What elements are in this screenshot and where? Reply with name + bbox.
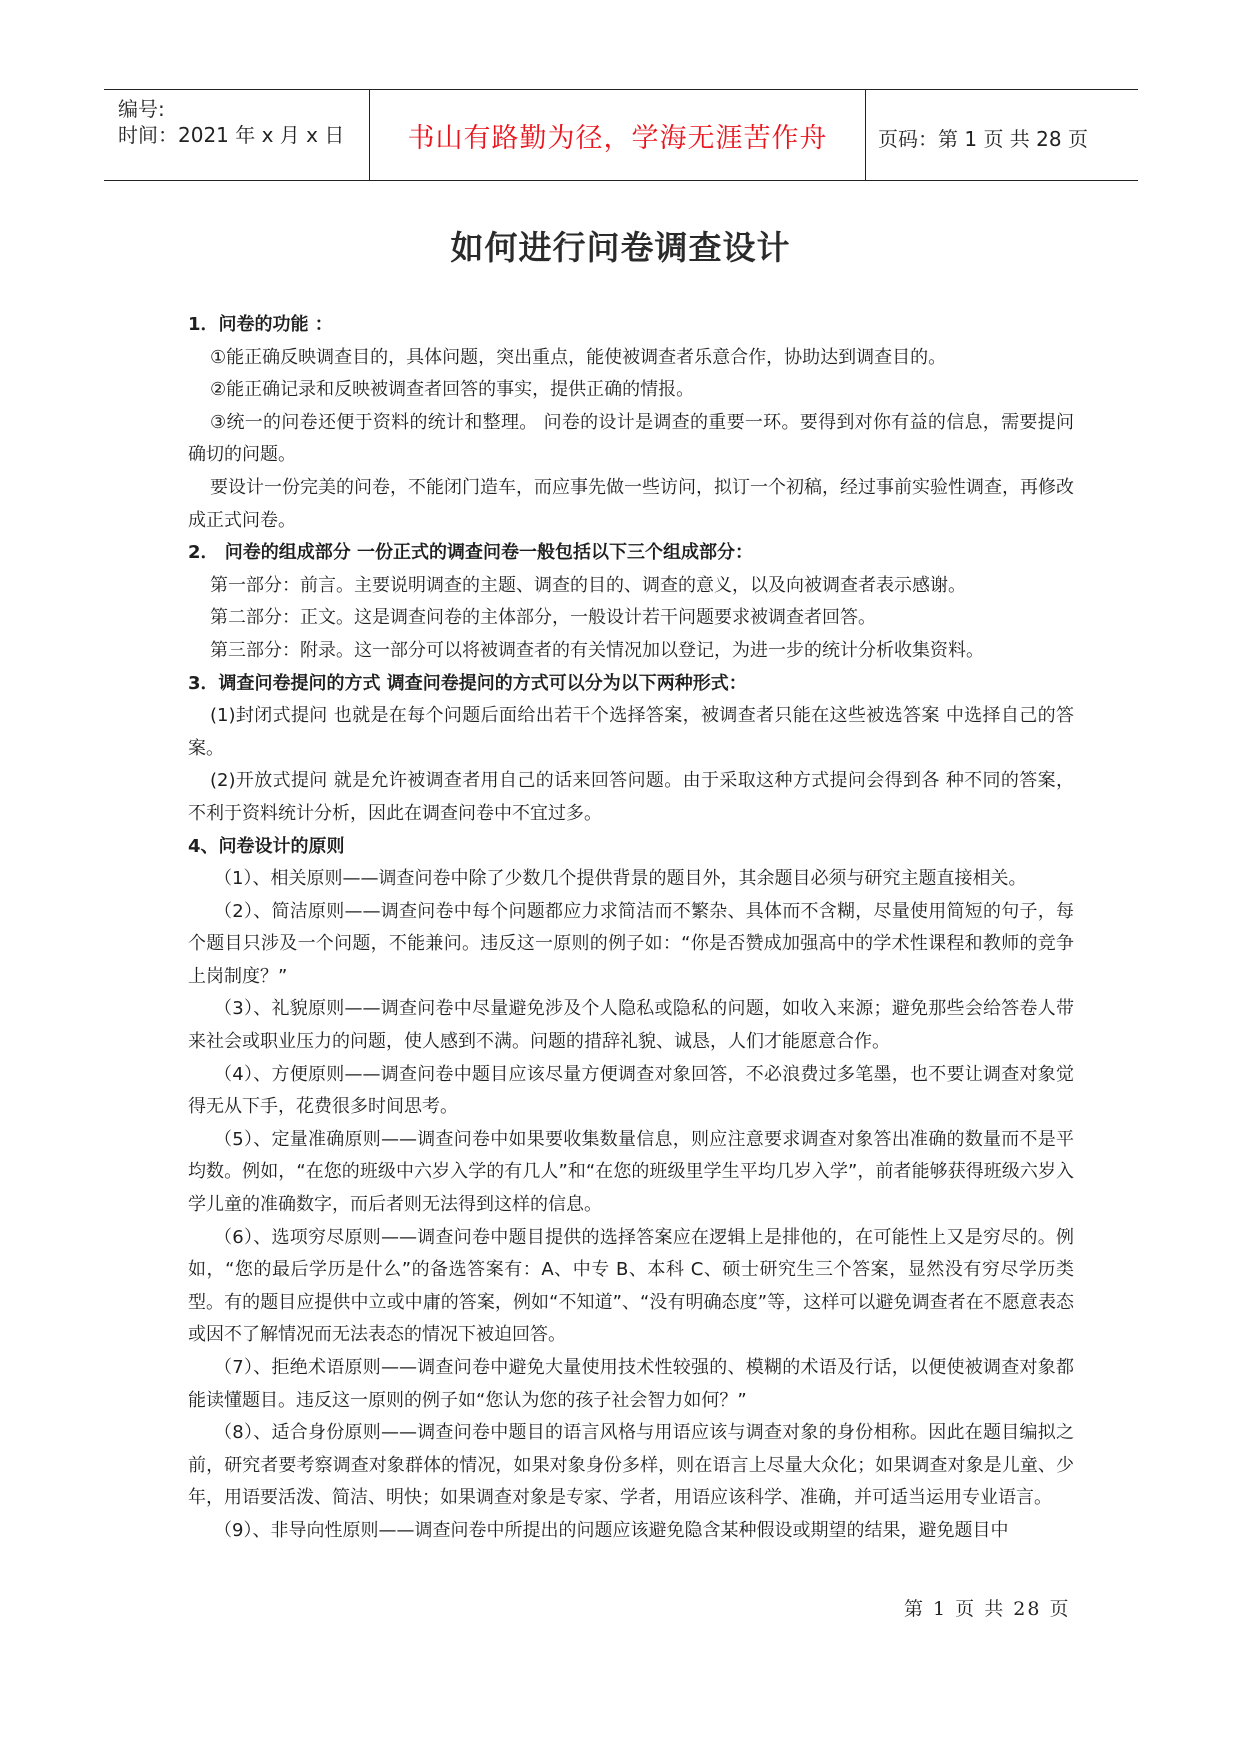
body-paragraph: （6）、选项穷尽原则——调查问卷中题目提供的选择答案应在逻辑上是排他的，在可能性上又是穷尽的。例如，“您的最后学历是什么”的备选答案有：A、中专 B、本科 C、硕士研究生三个答案，显然没有穷尽学历类型。有的题目应提供中立或中庸的答案，例如“不知道”、“没有明确态度”等，这样可以避免调查者在不愿意表态或因不了解情况而无法表态的情况下被迫回答。 (188, 1226, 1074, 1346)
body-paragraph: （1）、相关原则——调查问卷中除了少数几个提供背景的题目外，其余题目必须与研究主题直接相关。 (214, 868, 1027, 890)
body-paragraph: 第一部分：前言。主要说明调查的主题、调查的目的、调查的意义，以及向被调查者表示感谢。 (210, 574, 966, 596)
body-paragraph: 第二部分：正文。这是调查问卷的主体部分，一般设计若干问题要求被调查者回答。 (210, 607, 876, 629)
section-heading: 1．问卷的功能 ： (188, 314, 333, 335)
body-paragraph: （9）、非导向性原则——调查问卷中所提出的问题应该避免隐含某种假设或期望的结果，避免题目中 (214, 1519, 1009, 1541)
section-heading: 2． 问卷的组成部分 一份正式的调查问卷一般包括以下三个组成部分： (188, 542, 754, 564)
document-body (188, 309, 1074, 1548)
body-paragraph: （8）、适合身份原则——调查问卷中题目的语言风格与用语应该与调查对象的身份相称。因此在题目编拟之前，研究者要考察调查对象群体的情况，如果对象身份多样，则在语言上尽量大众化；如果调查对象是儿童、少年，用语要活泼、简洁、明快；如果调查对象是专家、学者，用语应该科学、准确，并可适当运用专业语言。 (188, 1422, 1074, 1509)
body-paragraph: (1)封闭式提问 也就是在每个问题后面给出若干个选择答案，被调查者只能在这些被选答案 中选择自己的答案。 (188, 705, 1074, 759)
body-paragraph: 第三部分：附录。这一部分可以将被调查者的有关情况加以登记，为进一步的统计分析收集资料。 (210, 639, 984, 661)
page-code: 页码：第 1 页 共 28 页 (878, 127, 1088, 151)
body-paragraph: （4）、方便原则——调查问卷中题目应该尽量方便调查对象回答，不必浪费过多笔墨，也不要让调查对象觉得无从下手，花费很多时间思考。 (188, 1063, 1074, 1118)
body-paragraph: 要设计一份完美的问卷，不能闭门造车，而应事先做一些访问，拟订一个初稿，经过事前实验性调查，再修改成正式问卷。 (188, 476, 1074, 531)
body-paragraph: (2)开放式提问 就是允许被调查者用自己的话来回答问题。由于采取这种方式提问会得到各 种不同的答案，不利于资料统计分析，因此在调查问卷中不宜过多。 (188, 770, 1074, 824)
header-motto: 书山有路勤为径，学海无涯苦作舟 (407, 123, 828, 154)
header-motto-cell (370, 90, 866, 180)
body-paragraph: ①能正确反映调查目的，具体问题，突出重点，能使被调查者乐意合作，协助达到调查目的。 (210, 346, 947, 368)
body-paragraph: （5）、定量准确原则——调查问卷中如果要收集数量信息，则应注意要求调查对象答出准确的数量而不是平均数。例如，“在您的班级中六岁入学的有几人”和“在您的班级里学生平均几岁入学”，前者能够获得班级六岁入学儿童的准确数字，而后者则无法得到这样的信息。 (188, 1128, 1074, 1216)
header-page-cell (866, 90, 1138, 180)
body-paragraph: （3）、礼貌原则——调查问卷中尽量避免涉及个人隐私或隐私的问题，如收入来源；避免那些会给答卷人带来社会或职业压力的问题，使人感到不满。问题的措辞礼貌、诚恳，人们才能愿意合作。 (188, 998, 1074, 1053)
time-label: 时间：2021 年 x 月 x 日 (118, 123, 345, 147)
body-paragraph: ③统一的问卷还便于资料的统计和整理。 问卷的设计是调查的重要一环。要得到对你有益的信息，需要提问确切的问题。 (188, 411, 1074, 466)
page-footer: 第 1 页 共 28 页 (904, 1598, 1071, 1620)
section-heading: 4、问卷设计的原则 (188, 835, 345, 857)
serial-number-label: 编号: (118, 97, 165, 121)
body-paragraph: （7）、拒绝术语原则——调查问卷中避免大量使用技术性较强的、模糊的术语及行话，以便使被调查对象都能读懂题目。违反这一原则的例子如“您认为您的孩子社会智力如何？” (188, 1357, 1074, 1411)
header-info-cell (104, 90, 370, 180)
body-paragraph: （2）、简洁原则——调查问卷中每个问题都应力求简洁而不繁杂、具体而不含糊，尽量使用简短的句子，每个题目只涉及一个问题，不能兼问。违反这一原则的例子如：“你是否赞成加强高中的学术性课程和教师的竞争上岗制度？” (188, 900, 1074, 987)
body-paragraph: ②能正确记录和反映被调查者回答的事实，提供正确的情报。 (210, 379, 695, 401)
document-title: 如何进行问卷调查设计 (450, 228, 791, 267)
document-header (104, 89, 1138, 181)
section-heading: 3．调查问卷提问的方式 调查问卷提问的方式可以分为以下两种形式： (188, 672, 747, 694)
